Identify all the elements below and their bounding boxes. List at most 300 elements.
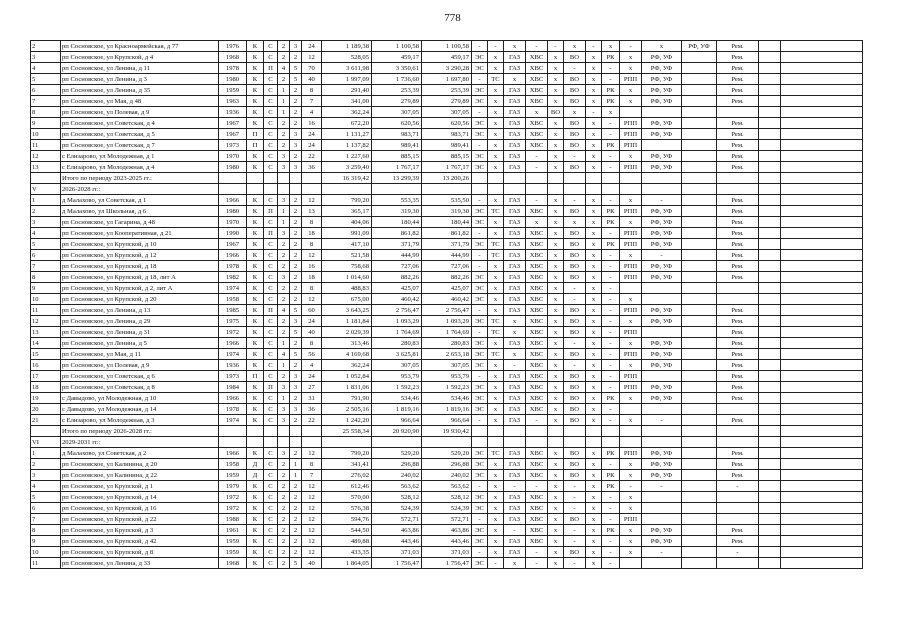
table-cell [759,470,781,481]
table-cell: 10 [31,294,61,305]
table-cell: 3 [290,382,302,393]
table-cell [682,294,717,305]
table-cell: - [504,360,526,371]
table-cell [759,41,781,52]
table-cell: х [602,107,620,118]
table-cell [472,184,488,195]
table-cell: 10 [31,547,61,558]
table-cell: 1974 [219,283,247,294]
table-cell: П [264,305,278,316]
table-cell [759,129,781,140]
table-cell: - [642,250,682,261]
table-cell: рп Сосновское, ул Крупской, д 2, лит А [61,283,219,294]
table-cell: 3 [278,448,290,459]
table-cell: 240,02 [422,470,472,481]
table-cell: 2 [290,52,302,63]
table-cell: РФ, УФ [642,162,682,173]
table-cell: 1973 [219,140,247,151]
table-cell: рп Сосновское, ул Крупской, д 12 [61,250,219,261]
table-cell: Рем. [717,52,759,63]
table-cell: - [472,305,488,316]
table-cell: VI [31,437,61,448]
page-number: 778 [444,12,461,24]
table-cell [759,503,781,514]
table-cell [602,437,620,448]
table-cell: х [488,52,504,63]
table-cell: х [488,459,504,470]
table-cell: 1 227,60 [322,151,372,162]
table-cell [372,437,422,448]
table-cell: 19 [31,393,61,404]
table-cell: ГАЗ [504,228,526,239]
table-cell: рп Сосновское, ул Калинина, д 22 [61,470,219,481]
table-cell: 11 [31,558,61,569]
table-cell: ХВС [526,74,548,85]
table-cell [682,316,717,327]
table-cell [781,283,863,294]
table-cell: - [472,140,488,151]
table-cell [602,184,620,195]
table-cell: 2 653,18 [422,349,472,360]
table-cell: П [247,371,264,382]
table-cell: РФ, УФ [642,217,682,228]
table-cell: ВО [564,129,586,140]
table-cell: 1970 [219,217,247,228]
table-cell: 3 [278,272,290,283]
table-cell: - [472,371,488,382]
table-cell: х [620,415,642,426]
table-cell: РПП [620,228,642,239]
table-cell: 12 [302,52,322,63]
table-cell [759,547,781,558]
table-cell: х [548,63,564,74]
table-cell: х [548,129,564,140]
table-cell: С [264,360,278,371]
table-cell: х [548,140,564,151]
table-cell: ВО [564,206,586,217]
table-cell: 1 052,84 [322,371,372,382]
table-cell: - [564,492,586,503]
table-cell [781,426,863,437]
table-row [31,41,863,52]
table-cell: ЭС [472,294,488,305]
table-row [31,195,863,206]
table-cell [548,437,564,448]
table-cell: 280,83 [372,338,422,349]
table-cell: х [564,41,586,52]
table-cell [682,272,717,283]
table-cell [759,536,781,547]
table-cell: 1972 [219,503,247,514]
table-cell: ЭС [472,118,488,129]
table-cell: х [488,151,504,162]
table-cell: ЭС [472,206,488,217]
table-cell: 24 [302,316,322,327]
table-cell: С [264,272,278,283]
table-cell: ХВС [526,52,548,63]
table-cell [247,184,264,195]
table-cell: ХВС [526,261,548,272]
table-cell: ЭС [472,316,488,327]
table-cell: 572,71 [422,514,472,525]
table-cell: 319,30 [422,206,472,217]
table-cell: 2 [290,338,302,349]
table-cell: 8 [302,459,322,470]
table-cell: - [717,547,759,558]
table-cell [564,437,586,448]
table-cell: х [586,371,602,382]
table-cell: П [264,206,278,217]
table-cell: 953,79 [372,371,422,382]
table-cell: ТС [488,250,504,261]
table-cell: 404,06 [322,217,372,228]
table-cell: х [548,250,564,261]
table-cell: 296,88 [422,459,472,470]
table-cell: К [247,536,264,547]
table-cell: 4 [278,349,290,360]
table-cell [759,437,781,448]
table-cell: РФ, УФ [642,525,682,536]
table-cell: С [264,96,278,107]
table-cell: х [548,492,564,503]
table-cell [682,327,717,338]
table-cell: Рем. [717,327,759,338]
table-cell: 553,35 [372,195,422,206]
table-cell: 460,42 [372,294,422,305]
table-cell [682,426,717,437]
table-cell: ГАЗ [504,63,526,74]
table-cell: РФ, УФ [642,261,682,272]
table-cell: 2 756,47 [372,305,422,316]
table-cell [642,283,682,294]
table-cell: х [620,294,642,305]
table-cell: 2 [278,525,290,536]
table-cell: - [564,151,586,162]
table-cell [682,162,717,173]
table-cell: 15 [31,349,61,360]
table-cell: РФ, УФ [642,536,682,547]
table-cell: рп Сосновское, ул Советская, д 4 [61,118,219,129]
table-cell: РПП [620,140,642,151]
table-cell: 1967 [219,239,247,250]
table-cell [620,558,642,569]
table-cell: х [548,393,564,404]
table-cell: 2 [31,459,61,470]
table-cell: х [488,492,504,503]
table-cell: 1 997,09 [322,74,372,85]
table-cell: 40 [302,558,322,569]
table-cell: ГАЗ [504,250,526,261]
table-cell: 563,62 [372,481,422,492]
table-cell: 1 093,29 [372,316,422,327]
table-cell [31,426,61,437]
table-cell: - [602,547,620,558]
table-cell: 534,46 [372,393,422,404]
table-cell: 12 [302,514,322,525]
table-cell: 2 [290,448,302,459]
table-cell: - [472,547,488,558]
table-cell: ТС [488,316,504,327]
table-cell: РПП [620,129,642,140]
table-cell: 425,07 [372,283,422,294]
table-cell: 1 100,58 [422,41,472,52]
table-cell: 529,20 [422,448,472,459]
table-cell: 1975 [219,316,247,327]
table-cell: РК [602,393,620,404]
table-row [31,129,863,140]
table-cell: ЭС [472,52,488,63]
table-cell: 1982 [219,272,247,283]
table-cell: х [620,316,642,327]
table-cell: х [586,140,602,151]
table-cell: х [586,96,602,107]
table-cell: 365,17 [322,206,372,217]
table-cell: 22 [302,415,322,426]
table-cell [682,250,717,261]
table-cell: ЭС [472,283,488,294]
table-cell: 16 319,42 [322,173,372,184]
table-cell: 2 [290,261,302,272]
table-cell [586,437,602,448]
table-cell [682,305,717,316]
table-cell: 1978 [219,261,247,272]
table-cell [682,558,717,569]
table-cell: 2 [278,547,290,558]
table-cell [548,173,564,184]
table-cell [759,393,781,404]
table-cell [781,162,863,173]
table-cell: х [504,316,526,327]
table-cell: 16 [31,360,61,371]
table-cell: 280,83 [422,338,472,349]
table-cell: 459,17 [372,52,422,63]
table-cell: х [586,481,602,492]
table-cell: С [264,448,278,459]
table-cell: - [602,151,620,162]
table-cell: 2 029,39 [322,327,372,338]
table-cell: РФ, УФ [682,41,717,52]
table-cell: ВО [564,85,586,96]
table-cell: 291,40 [322,85,372,96]
table-cell: 60 [302,305,322,316]
table-cell: С [264,129,278,140]
table-cell [682,349,717,360]
table-cell: - [602,129,620,140]
table-cell: ГАЗ [504,294,526,305]
table-cell: ВО [564,305,586,316]
table-cell: 1 [278,96,290,107]
table-cell: ХВС [526,514,548,525]
table-cell [759,382,781,393]
table-cell: 2 [290,503,302,514]
table-cell: Итого по периоду 2026-2028 гг.: [61,426,219,437]
table-cell: 1 767,17 [372,162,422,173]
table-cell: - [602,492,620,503]
table-cell: К [247,52,264,63]
table-cell: 13 [31,162,61,173]
table-cell: ТС [488,206,504,217]
table-cell [682,283,717,294]
table-cell: 1 189,38 [322,41,372,52]
table-cell: х [586,525,602,536]
table-cell: 2 [278,481,290,492]
table-cell: К [247,63,264,74]
table-cell: 2 [290,514,302,525]
table-cell: К [247,239,264,250]
table-cell [682,503,717,514]
table-cell [264,426,278,437]
table-cell: х [586,283,602,294]
table-row [31,481,863,492]
table-cell [759,316,781,327]
table-cell: х [504,41,526,52]
table-row [31,448,863,459]
table-cell: х [564,107,586,118]
table-cell: х [526,107,548,118]
table-cell: 544,50 [322,525,372,536]
table-cell: х [642,41,682,52]
table-cell [781,305,863,316]
table-cell: Рем. [717,382,759,393]
table-cell: К [247,481,264,492]
table-row [31,85,863,96]
table-cell [682,239,717,250]
table-cell [682,206,717,217]
table-cell [781,74,863,85]
table-cell: 459,17 [422,52,472,63]
table-cell [264,437,278,448]
table-cell: 253,39 [422,85,472,96]
table-cell: 443,46 [422,536,472,547]
table-cell [781,118,863,129]
table-cell [717,283,759,294]
table-cell [247,426,264,437]
table-cell: - [472,74,488,85]
table-cell: С [264,338,278,349]
table-cell: х [586,558,602,569]
table-cell: х [548,459,564,470]
table-cell: РФ, УФ [642,470,682,481]
table-cell: 534,46 [422,393,472,404]
table-cell: 1 767,17 [422,162,472,173]
table-cell: 1 [278,217,290,228]
table-cell [717,492,759,503]
table-cell: х [586,338,602,349]
table-cell: С [264,217,278,228]
table-cell: ХВС [526,525,548,536]
table-cell: ВО [564,382,586,393]
table-cell [781,107,863,118]
table-cell: х [548,448,564,459]
table-cell: 3 [278,415,290,426]
table-cell: 983,71 [422,129,472,140]
table-cell: - [586,107,602,118]
table-row [31,228,863,239]
table-cell: 1 [290,459,302,470]
table-row [31,173,863,184]
table-cell: х [620,492,642,503]
table-cell: 3 [290,162,302,173]
table-cell: 3 [278,404,290,415]
table-cell: 620,56 [372,118,422,129]
table-cell: 5 [290,305,302,316]
table-cell: 3 [278,195,290,206]
table-cell: 362,24 [322,107,372,118]
table-cell [781,327,863,338]
table-cell: х [488,195,504,206]
table-cell [322,437,372,448]
table-cell: х [548,382,564,393]
table-cell: - [602,272,620,283]
table-cell: х [586,492,602,503]
table-cell: ЭС [472,272,488,283]
table-cell: 443,46 [372,536,422,547]
table-cell: 1 [278,107,290,118]
table-cell: 4 [31,63,61,74]
table-cell: 2 [31,41,61,52]
table-cell: ВО [564,52,586,63]
table-cell: рп Сосновское, ул Ленина, д 3 [61,74,219,85]
table-cell: 8 [31,272,61,283]
table-cell: 3 [278,151,290,162]
table-cell: рп Сосновское, ул Крупской, д 16 [61,503,219,514]
table-cell: 4 [278,305,290,316]
table-cell: ХВС [526,239,548,250]
table-cell: 1980 [219,206,247,217]
table-cell [504,173,526,184]
table-cell [488,184,504,195]
table-cell: х [504,74,526,85]
table-cell: К [247,272,264,283]
table-cell [781,371,863,382]
table-cell: х [548,85,564,96]
table-cell: Рем. [717,217,759,228]
table-cell: х [488,503,504,514]
table-cell: ВО [564,404,586,415]
table-cell [682,448,717,459]
table-cell: 1966 [219,448,247,459]
table-cell [422,184,472,195]
table-cell: 2 [278,459,290,470]
table-cell [759,558,781,569]
table-cell: 463,86 [372,525,422,536]
table-cell: х [548,536,564,547]
table-cell: х [488,140,504,151]
table-cell: ГАЗ [504,382,526,393]
table-cell: ЭС [472,338,488,349]
table-cell: 1979 [219,481,247,492]
table-cell [781,382,863,393]
table-cell: Д [247,459,264,470]
table-cell: с Елизарово, ул Молодежная, д 3 [61,415,219,426]
table-cell: Рем. [717,349,759,360]
table-cell: 2 [290,151,302,162]
table-cell: 2 [278,514,290,525]
table-cell: 488,83 [322,283,372,294]
table-cell: 672,20 [322,118,372,129]
table-cell: х [586,118,602,129]
table-cell: 1936 [219,107,247,118]
table-cell [781,217,863,228]
table-cell [759,338,781,349]
table-cell [759,481,781,492]
table-cell: РФ, УФ [642,63,682,74]
table-cell: х [548,404,564,415]
table-cell: 1966 [219,338,247,349]
table-cell: 56 [302,349,322,360]
table-cell: рп Сосновское, ул Мая, д 11 [61,349,219,360]
table-cell: 3 643,25 [322,305,372,316]
